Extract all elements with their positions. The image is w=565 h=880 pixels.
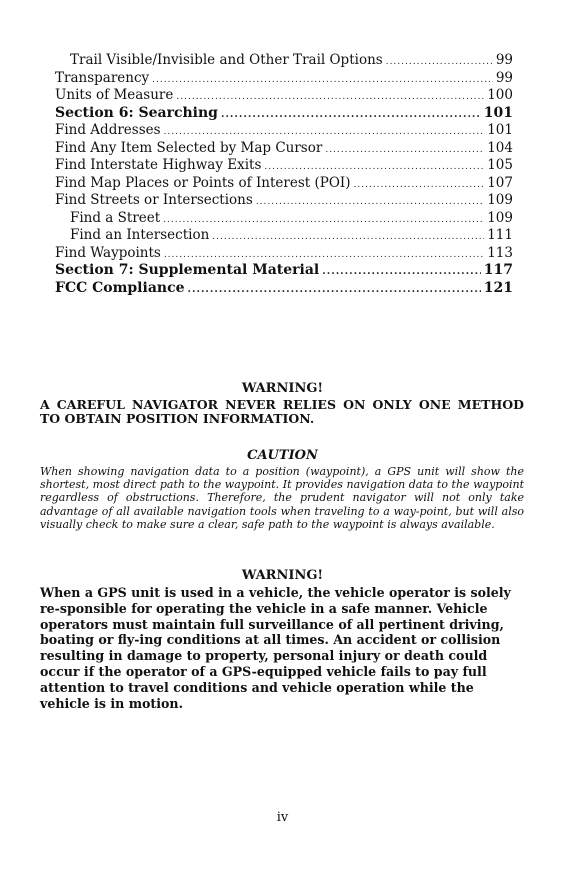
toc-entry — [55, 245, 513, 263]
warning-vehicle-heading: WARNING! — [241, 568, 324, 583]
toc-entry-title: Trail Visible/Invisible and Other Trail Options — [70, 52, 383, 68]
warning-navigator-text: A CAREFUL NAVIGATOR NEVER RELIES ON ONLY ONE METHOD TO OBTAIN POSITION INFORMATION. — [40, 397, 524, 426]
toc-section-entry — [55, 280, 513, 298]
toc-leader-dots — [354, 177, 485, 195]
toc-leader-dots — [325, 142, 484, 160]
toc-entry — [55, 227, 513, 245]
toc-entry — [55, 70, 513, 88]
toc-entry-page: 121 — [483, 279, 513, 296]
toc-entry-title: Find Waypoints — [55, 244, 161, 261]
toc-leader-dots — [176, 89, 484, 107]
toc-entry-title: Find Map Places or Points of Interest (POI) — [55, 174, 351, 191]
toc-entry-page: 117 — [483, 262, 513, 278]
toc-entry-page: 107 — [487, 174, 513, 191]
toc-leader-dots — [322, 263, 481, 281]
toc-section-entry — [55, 105, 513, 123]
toc-entry-page: 111 — [487, 227, 513, 243]
toc-entry-title: Find Interstate Highway Exits — [55, 157, 262, 173]
toc-entry — [55, 192, 513, 210]
toc-entry-title: Section 7: Supplemental Material — [55, 262, 320, 278]
toc-leader-dots — [188, 281, 481, 299]
toc-entry — [55, 140, 513, 158]
toc-section-entry — [55, 262, 513, 280]
toc-entry-title: FCC Compliance — [55, 279, 185, 296]
warning-heading: WARNING! — [241, 381, 324, 396]
toc-entry-page: 104 — [487, 139, 513, 156]
toc-leader-dots — [212, 229, 484, 247]
page-number: iv — [276, 810, 289, 825]
toc-entry — [55, 122, 513, 140]
toc-entry-page: 101 — [487, 122, 513, 138]
toc-leader-dots — [221, 106, 481, 124]
toc-entry-title: Find Any Item Selected by Map Cursor — [55, 139, 323, 156]
toc-leader-dots — [152, 72, 493, 90]
toc-entry — [55, 210, 513, 228]
toc-entry-title: Find an Intersection — [70, 227, 210, 243]
toc-leader-dots — [163, 212, 484, 230]
warning-vehicle-text: When a GPS unit is used in a vehicle, the vehicle operator is solely re-sponsible for operating the vehicle in a safe manner. Vehicle operators must maintain full surveillance of all pertinent driving, boating or fly-ing conditions at all times. An accident or collision resulting in damage to property, personal injury or death could occur if the operator of a GPS-equipped vehicle fails to pay full attention to travel conditions and vehicle operation while the vehicle is in motion. — [40, 585, 511, 711]
toc-entry — [55, 87, 513, 105]
toc-entry-title: Section 6: Searching — [55, 104, 218, 121]
toc-entry-title: Find Streets or Intersections — [55, 192, 253, 208]
table-of-contents — [55, 52, 513, 297]
toc-leader-dots — [386, 54, 493, 72]
toc-entry-page: 109 — [487, 192, 513, 208]
toc-entry-page: 101 — [483, 104, 513, 121]
toc-entry-page: 100 — [487, 87, 513, 103]
toc-entry-page: 109 — [487, 209, 513, 226]
toc-entry-title: Find a Street — [70, 209, 161, 226]
caution-text: When showing navigation data to a position (waypoint), a GPS unit will show the shortest, most direct path to the waypoint. It provides navigation data to the waypoint regardless of obstructions. Therefore, the prudent navigator will not only take advantage of all available navigation tools when traveling to a way-point, but will also visually check to make sure a clear, safe path to the waypoint is always available. — [40, 465, 524, 531]
toc-entry-title: Find Addresses — [55, 122, 161, 138]
toc-entry-page: 105 — [487, 157, 513, 173]
toc-entry — [55, 157, 513, 175]
toc-entry-page: 99 — [495, 69, 513, 86]
caution-heading: CAUTION — [247, 448, 318, 463]
toc-entry — [55, 52, 513, 70]
toc-entry-page: 99 — [495, 52, 513, 68]
toc-entry — [55, 175, 513, 193]
toc-entry-page: 113 — [487, 244, 513, 261]
toc-leader-dots — [256, 194, 484, 212]
toc-entry-title: Transparency — [55, 69, 150, 86]
toc-entry-title: Units of Measure — [55, 87, 174, 103]
